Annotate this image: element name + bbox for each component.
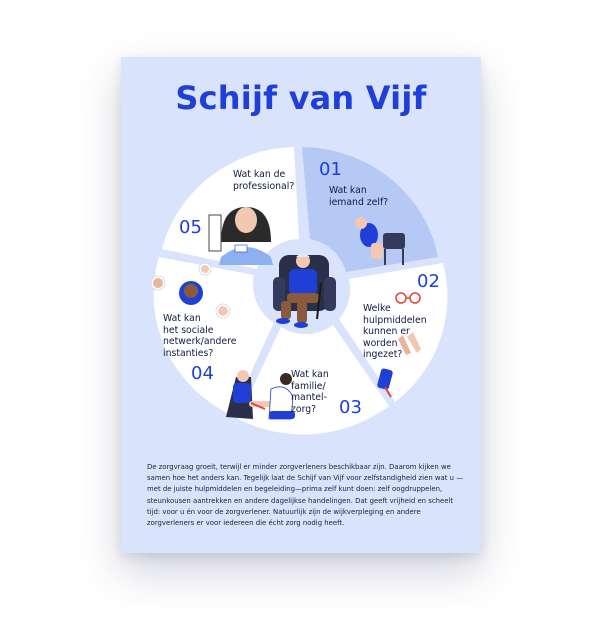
- segment-question-05: Wat kan de professional?: [233, 169, 295, 192]
- segment-05: [162, 147, 299, 269]
- body-paragraph: De zorgvraag groeit, terwijl er minder zorgverleners beschikbaar zijn. Daarom kijken we samen hoe het anders kan. Tegelijk laat de Schijf van Vijf voor zelfstandigheid zien wat u —met de juiste hulpmiddelen en begeleiding—prima zelf kunt doen: zelf oogdruppelen, steunkousen aantrekken en andere dagelijkse handelingen. Dat geeft vrijheid en scheelt tijd: voor u én voor de zorgverlener. Natuurlijk zijn de wijkverpleging en andere zorgverleners er voor iedereen die écht zorg nodig heeft.: [147, 463, 464, 528]
- segment-number-01: 01: [319, 159, 342, 180]
- seated-person-illustration: [273, 254, 336, 329]
- segment-number-04: 04: [191, 363, 214, 384]
- segment-question-01: Wat kan iemand zelf?: [329, 185, 389, 208]
- segment-question-02: Welke hulpmiddelen kunnen er worden ingezet?: [363, 303, 427, 360]
- poster-title: Schijf van Vijf: [175, 79, 427, 117]
- segment-question-04: Wat kan het sociale netwerk/andere instanties?: [163, 313, 237, 359]
- segment-question-03: Wat kan familie/ mantel- zorg?: [291, 369, 329, 415]
- segment-number-02: 02: [417, 271, 440, 292]
- segment-number-03: 03: [339, 397, 362, 418]
- poster: [121, 57, 481, 553]
- segment-number-05: 05: [179, 217, 202, 238]
